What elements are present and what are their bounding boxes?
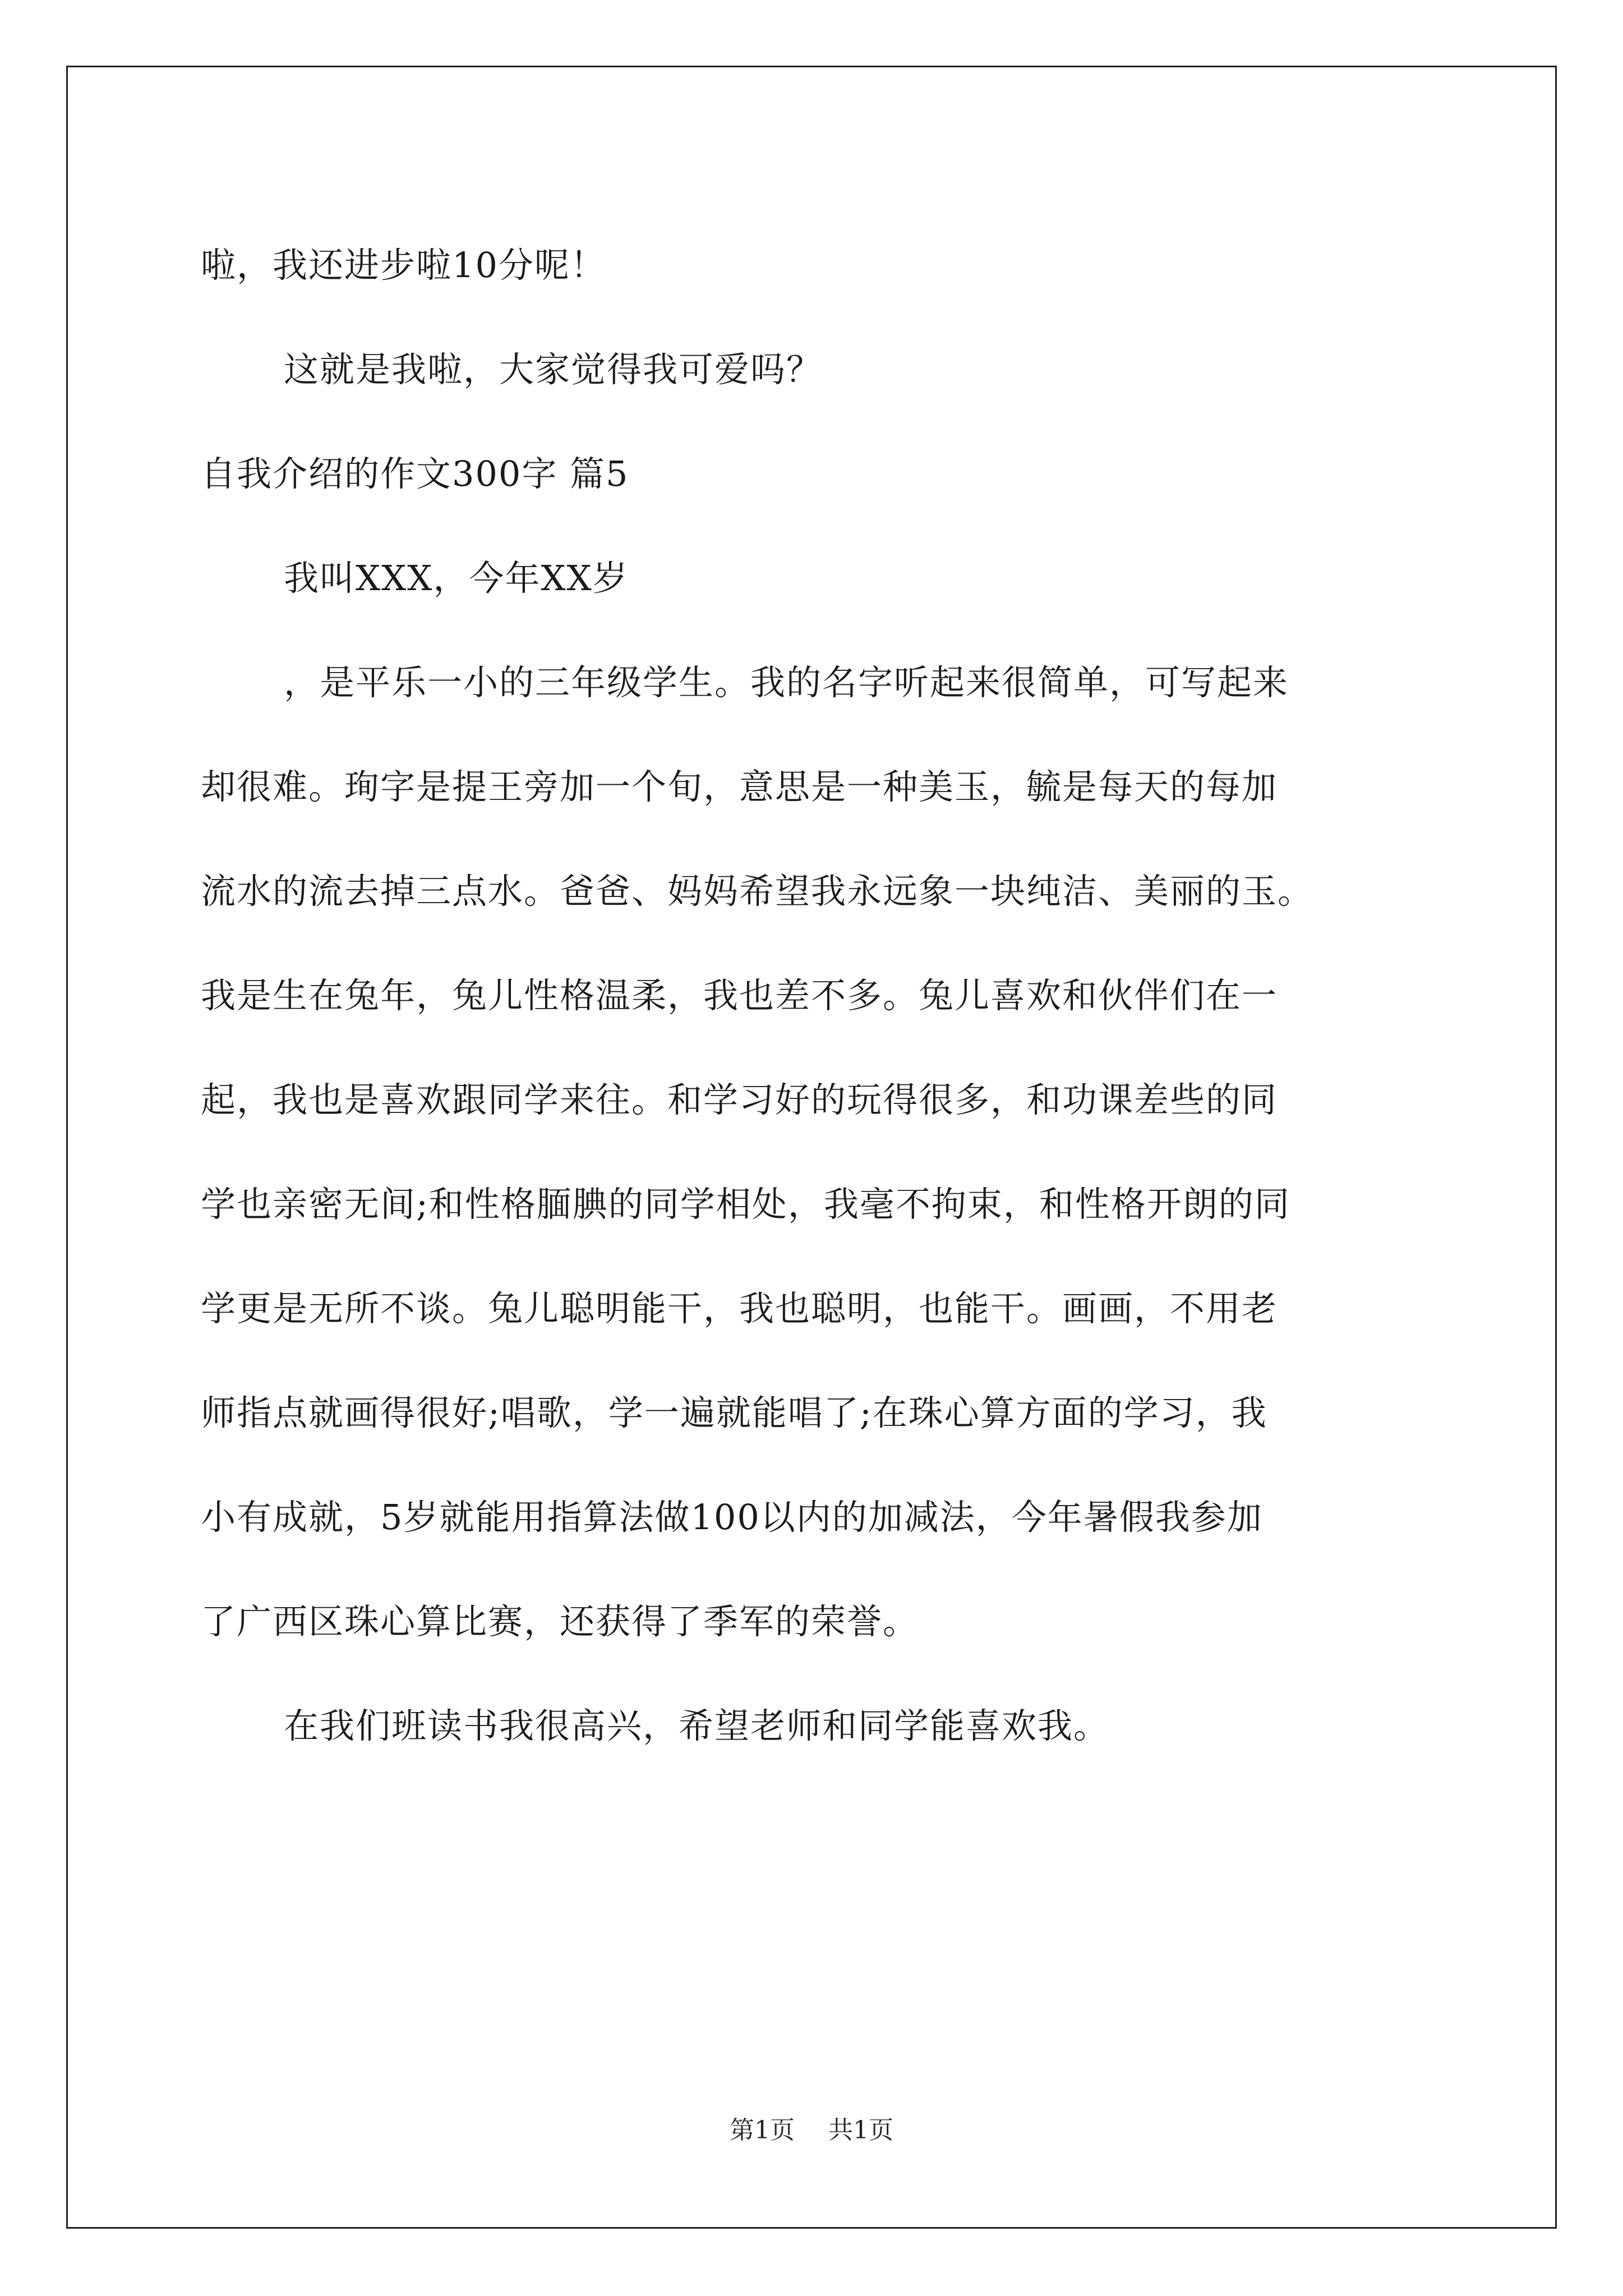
text-line-11: 学更是无所不谈。兔儿聪明能干，我也聪明，也能干。画画，不用老 bbox=[201, 1288, 1278, 1329]
text-line-15: 在我们班读书我很高兴，希望老师和同学能喜欢我。 bbox=[284, 1705, 1110, 1746]
text-line-12: 师指点就画得很好;唱歌，学一遍就能唱了;在珠心算方面的学习，我 bbox=[201, 1392, 1267, 1433]
page-number-current: 第1页 bbox=[730, 2116, 795, 2145]
document-body bbox=[201, 213, 1423, 1778]
page-number-total: 共1页 bbox=[828, 2116, 893, 2145]
text-line-4: 我叫XXX，今年XX岁 bbox=[284, 558, 629, 599]
text-line-10: 学也亲密无间;和性格腼腆的同学相处，我毫不拘束，和性格开朗的同 bbox=[201, 1184, 1290, 1225]
text-line-13: 小有成就，5岁就能用指算法做100以内的加减法，今年暑假我参加 bbox=[201, 1497, 1263, 1538]
text-line-2: 这就是我啦，大家觉得我可爱吗？ bbox=[284, 349, 823, 390]
text-line-5: ，是平乐一小的三年级学生。我的名字听起来很简单，可写起来 bbox=[284, 662, 1289, 703]
page-footer bbox=[0, 2114, 1623, 2147]
text-line-1: 啦，我还进步啦10分呢！ bbox=[201, 245, 606, 286]
text-line-14: 了广西区珠心算比赛，还获得了季军的荣誉。 bbox=[201, 1601, 919, 1642]
section-heading: 自我介绍的作文300字 篇5 bbox=[201, 453, 629, 494]
text-line-7: 流水的流去掉三点水。爸爸、妈妈希望我永远象一块纯洁、美丽的玉。 bbox=[201, 871, 1314, 912]
text-line-6: 却很难。珣字是提王旁加一个旬，意思是一种美玉，毓是每天的每加 bbox=[201, 766, 1278, 807]
text-line-9: 起，我也是喜欢跟同学来往。和学习好的玩得很多，和功课差些的同 bbox=[201, 1079, 1278, 1120]
text-line-8: 我是生在兔年，兔儿性格温柔，我也差不多。兔儿喜欢和伙伴们在一 bbox=[201, 975, 1278, 1016]
